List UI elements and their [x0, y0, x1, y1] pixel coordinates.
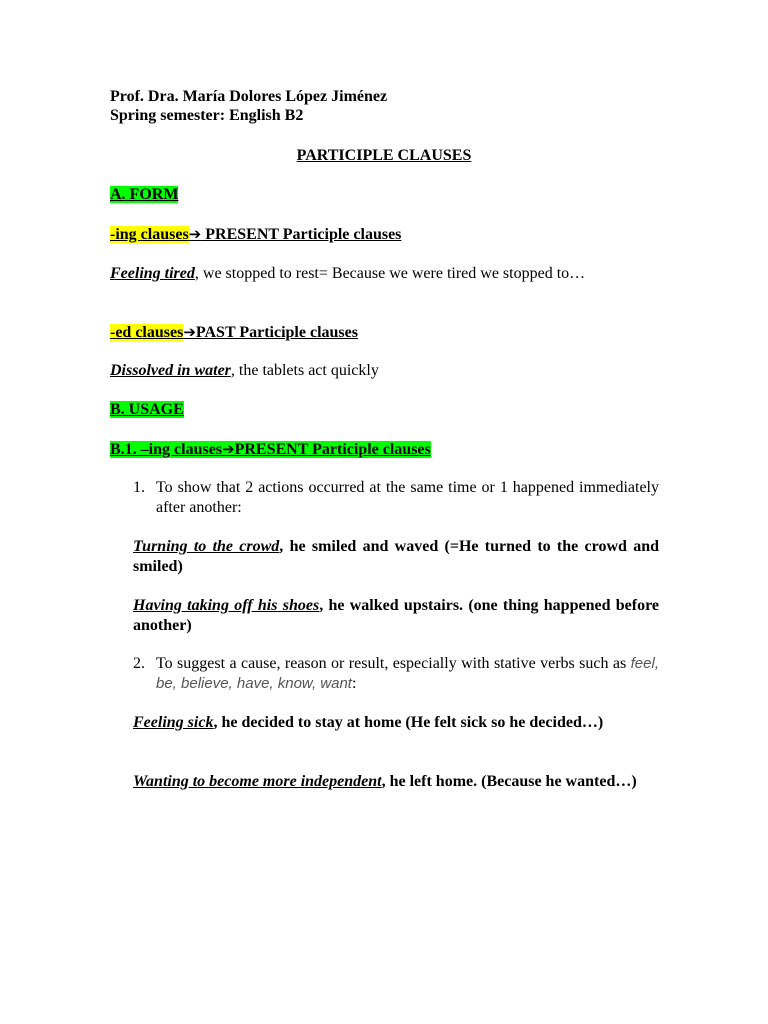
- list-item: [133, 654, 659, 694]
- sub-heading-b1-pre: B.1. –ing clauses: [110, 441, 223, 458]
- list-item-number: 2.: [133, 655, 145, 672]
- list-item-text-post: :: [351, 675, 357, 692]
- list-item: [133, 478, 659, 518]
- author-line: Prof. Dra. María Dolores López Jiménez: [110, 88, 388, 105]
- ing-example-rest: , we stopped to rest= Because we were tired we stopped to…: [194, 265, 586, 282]
- ing-example-lead: Feeling tired: [110, 265, 195, 282]
- right-arrow-icon: ➔: [222, 440, 235, 458]
- example-rest: , he smiled and waved (=He turned to the crowd and smiled): [133, 538, 659, 575]
- example-lead: Having taking off his shoes: [133, 597, 320, 614]
- ed-example-lead: Dissolved in water: [110, 362, 231, 379]
- stative-verbs: feel, be, believe, have, know, want: [156, 655, 659, 692]
- example-paragraph: [133, 713, 659, 733]
- list-item-text: [156, 654, 659, 694]
- right-arrow-icon: ➔: [188, 225, 202, 243]
- example-paragraph: [133, 596, 659, 636]
- list-item-text-pre: To suggest a cause, reason or result, especially with stative verbs such as: [156, 655, 631, 672]
- section-b-heading-text: B. USAGE: [110, 401, 184, 418]
- sub-heading-b1-post: PRESENT Participle clauses: [234, 441, 431, 458]
- example-rest: , he decided to stay at home (He felt sick so he decided…): [213, 714, 604, 731]
- ed-example-rest: , the tablets act quickly: [230, 362, 379, 379]
- ing-clauses-desc: PRESENT Participle clauses: [201, 226, 402, 243]
- ed-example-line: [110, 361, 379, 381]
- example-rest: , he left home. (Because he wanted…): [381, 773, 637, 790]
- ed-clauses-line: [110, 322, 358, 343]
- example-lead: Feeling sick: [133, 714, 214, 731]
- sub-heading-b1: [110, 439, 431, 460]
- ed-clauses-desc: PAST Participle clauses: [195, 324, 358, 341]
- ing-clauses-label: -ing clauses: [110, 226, 189, 243]
- section-a-heading: [110, 185, 178, 205]
- ed-clauses-label: -ed clauses: [110, 324, 184, 341]
- example-paragraph: [133, 537, 659, 577]
- list-item-text: To show that 2 actions occurred at the same time or 1 happened immediately after another:: [156, 479, 659, 516]
- document-title: PARTICIPLE CLAUSES: [296, 147, 472, 164]
- course-line: Spring semester: English B2: [110, 107, 304, 124]
- ing-clauses-line: [110, 224, 401, 245]
- example-lead: Turning to the crowd: [133, 538, 280, 555]
- example-rest: , he walked upstairs. (one thing happened before another): [133, 597, 659, 634]
- section-a-heading-text: A. FORM: [110, 186, 179, 203]
- example-paragraph: [133, 772, 659, 792]
- section-b-heading: [110, 400, 184, 420]
- sub-heading-b1-highlight: [110, 441, 431, 458]
- ing-example-line: [110, 264, 585, 284]
- example-lead: Wanting to become more independent: [133, 773, 382, 790]
- list-item-number: 1.: [133, 479, 145, 496]
- right-arrow-icon: ➔: [183, 323, 196, 341]
